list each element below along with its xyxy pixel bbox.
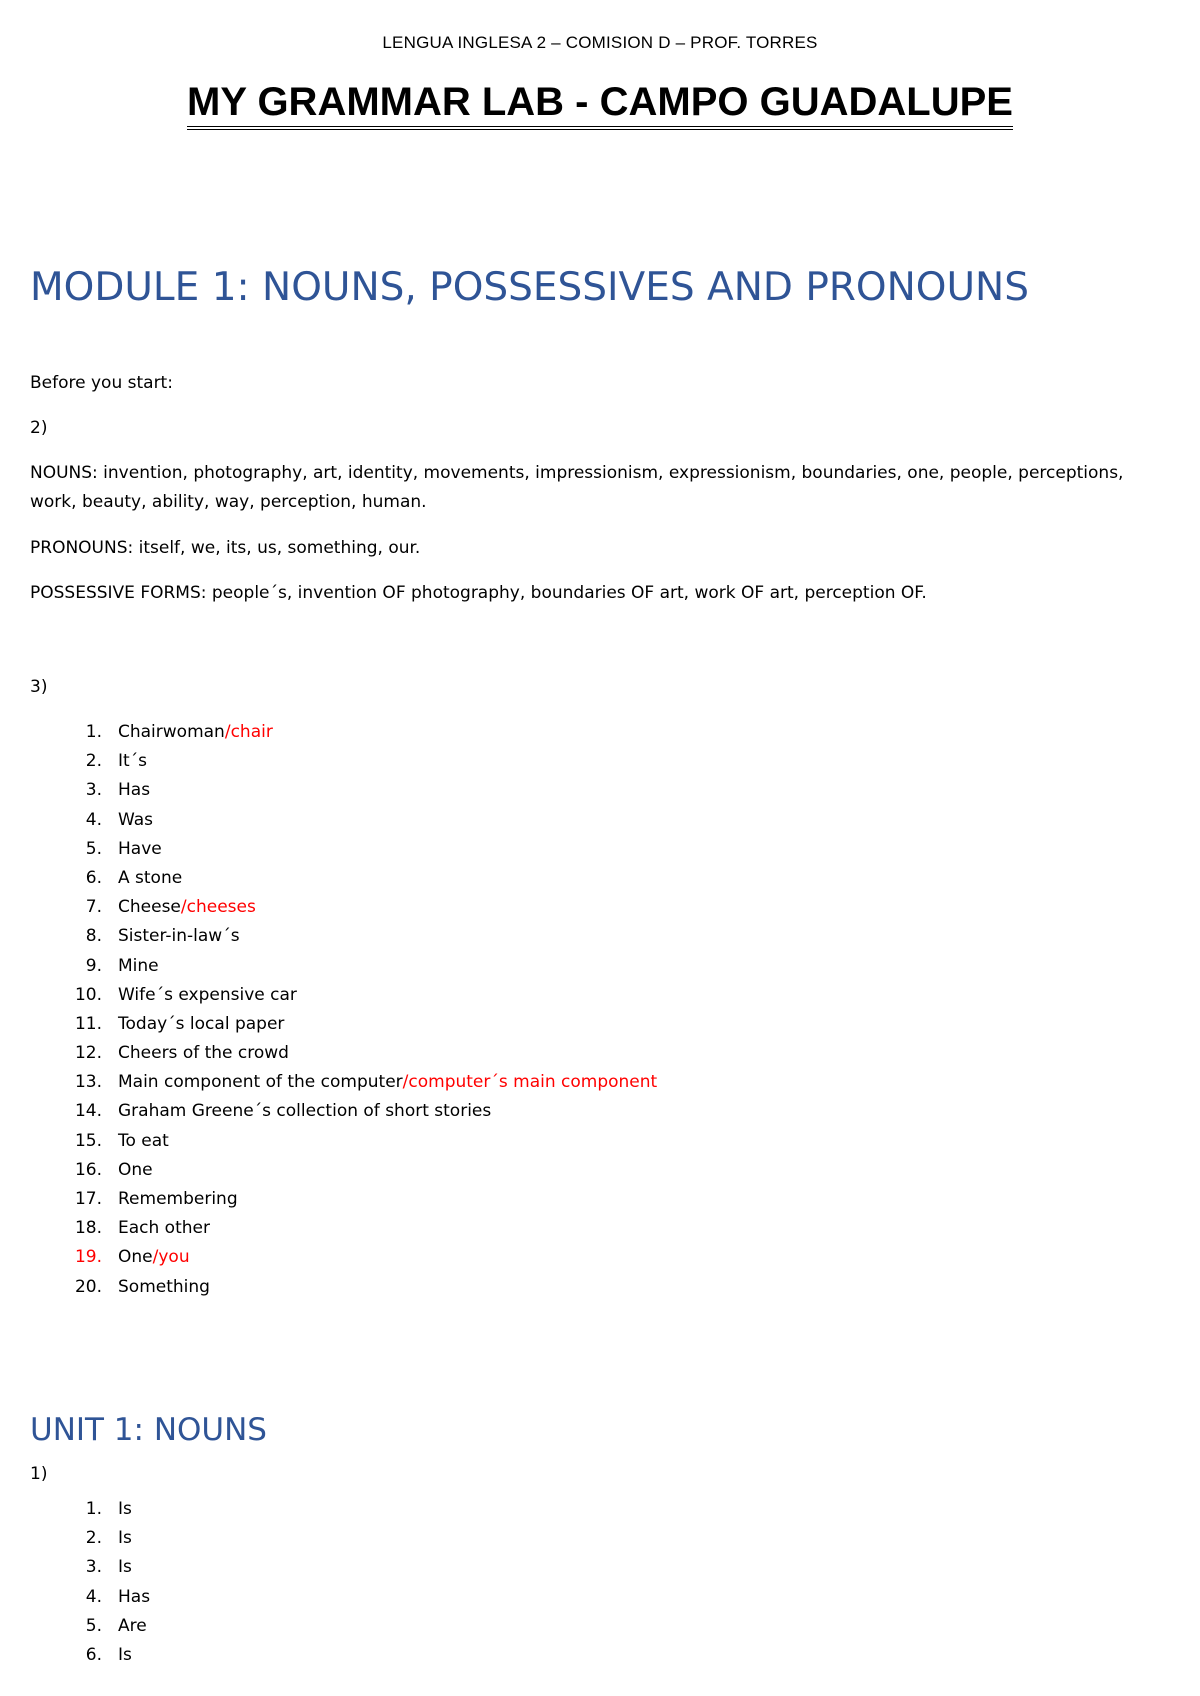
list-item [30, 718, 657, 747]
list-item-text [118, 981, 297, 1010]
list-item [30, 1583, 150, 1612]
list-item-text [118, 1097, 491, 1126]
list-item-text [118, 806, 153, 835]
list-item-number: 20. [74, 1276, 102, 1297]
list-item-text [118, 893, 256, 922]
list-item [30, 864, 657, 893]
list-item-text [118, 1156, 153, 1185]
answer-text: Is [118, 1499, 132, 1519]
list-item [30, 1553, 150, 1582]
list-item-number: 18. [74, 1218, 102, 1239]
list-item [30, 806, 657, 835]
list-item-text [118, 718, 273, 747]
list-item-text [118, 1641, 132, 1670]
list-item-number: 10. [74, 984, 102, 1005]
document-title-text: MY GRAMMAR LAB - CAMPO GUADALUPE [187, 80, 1013, 130]
list-item-number: 13. [74, 1072, 102, 1093]
list-item-text [118, 864, 182, 893]
list-item-number: 3. [85, 780, 102, 801]
nouns-paragraph: NOUNS: invention, photography, art, identity, movements, impressionism, expressionism, boundaries, one, people, perceptions, work, beauty, ability, way, perception, human. [30, 463, 1124, 512]
answer-text: One [118, 1159, 153, 1180]
list-item [30, 1612, 150, 1641]
answer-text: Main component of the computer [118, 1072, 403, 1093]
list-item-text [118, 1127, 169, 1156]
exercise-3-label: 3) [30, 677, 48, 697]
unit-exercise-1-label: 1) [30, 1464, 48, 1484]
answer-text: Sister-in-law´s [118, 926, 240, 947]
list-item-number: 7. [85, 897, 102, 918]
list-item [30, 1127, 657, 1156]
list-item-text [118, 1243, 190, 1272]
list-item-text [118, 1039, 289, 1068]
list-item [30, 981, 657, 1010]
answer-text: It´s [118, 751, 148, 772]
list-item-text [118, 1553, 132, 1582]
answer-text: Each other [118, 1218, 210, 1239]
list-item [30, 1641, 150, 1670]
list-item-number: 6. [85, 1644, 102, 1665]
list-item [30, 835, 657, 864]
list-item [30, 776, 657, 805]
pronouns-paragraph: PRONOUNS: itself, we, its, us, something, our. [30, 538, 421, 558]
answer-text: Cheers of the crowd [118, 1043, 289, 1064]
list-item [30, 1039, 657, 1068]
answer-text: Chairwoman [118, 722, 225, 742]
document-title [0, 80, 1200, 124]
list-item-number: 1. [85, 722, 102, 742]
list-item-number: 16. [74, 1159, 102, 1180]
page-header: LENGUA INGLESA 2 – COMISION D – PROF. TORRES [382, 33, 818, 52]
list-item-number: 9. [85, 955, 102, 976]
list-item [30, 1495, 150, 1524]
list-item-number: 12. [74, 1043, 102, 1064]
possessive-forms-paragraph: POSSESSIVE FORMS: people´s, invention OF photography, boundaries OF art, work OF art, perception OF. [30, 583, 927, 603]
module-heading: MODULE 1: NOUNS, POSSESSIVES AND PRONOUNS [30, 265, 1029, 310]
answer-text: Something [118, 1276, 210, 1297]
exercise-2-label: 2) [30, 418, 48, 438]
list-item [30, 1010, 657, 1039]
list-item-number: 11. [74, 1013, 102, 1034]
list-item-text [118, 922, 240, 951]
list-item-number: 19. [74, 1247, 102, 1268]
list-item-text [118, 1068, 657, 1097]
list-item-text [118, 1010, 284, 1039]
list-item-number: 1. [85, 1499, 102, 1519]
answer-text: Has [118, 780, 151, 801]
answer-text: Mine [118, 955, 159, 976]
list-item [30, 1273, 657, 1302]
answer-text: Wife´s expensive car [118, 984, 297, 1005]
list-item-text [118, 952, 159, 981]
answer-text: Is [118, 1528, 132, 1549]
list-item-text [118, 1583, 150, 1612]
answer-text: Graham Greene´s collection of short stories [118, 1101, 492, 1122]
list-item [30, 1156, 657, 1185]
list-item-number: 5. [85, 838, 102, 859]
list-item-text [118, 835, 162, 864]
list-item-number: 4. [85, 809, 102, 830]
answer-text: Have [118, 838, 162, 859]
answer-text: To eat [118, 1130, 169, 1151]
list-item [30, 1185, 657, 1214]
list-item-number: 5. [85, 1615, 102, 1636]
correction-text: /chair [224, 722, 273, 742]
list-item-number: 8. [85, 926, 102, 947]
list-item-text [118, 1612, 147, 1641]
list-item-text [118, 1495, 132, 1524]
unit-heading: UNIT 1: NOUNS [30, 1412, 267, 1448]
answer-text: Are [118, 1615, 147, 1636]
list-item-number: 14. [74, 1101, 102, 1122]
list-item-number: 17. [74, 1189, 102, 1209]
list-item-number: 3. [85, 1557, 102, 1578]
answer-text: Has [118, 1586, 151, 1607]
list-item-number: 2. [85, 751, 102, 772]
list-item [30, 1214, 657, 1243]
list-item-text [118, 1273, 210, 1302]
list-item-number: 2. [85, 1528, 102, 1549]
unit-exercise-1-list [30, 1495, 150, 1670]
list-item [30, 1524, 150, 1553]
correction-text: /computer´s main component [402, 1072, 658, 1093]
list-item-number: 6. [85, 867, 102, 888]
exercise-3-list [30, 718, 657, 1302]
correction-text: /cheeses [180, 897, 256, 918]
answer-text: Cheese [118, 897, 181, 918]
answer-text: A stone [118, 867, 183, 888]
list-item-text [118, 776, 150, 805]
list-item [30, 1068, 657, 1097]
list-item [30, 1097, 657, 1126]
answer-text: One [118, 1247, 153, 1268]
list-item-text [118, 1524, 132, 1553]
list-item [30, 1243, 657, 1272]
before-you-start: Before you start: [30, 373, 173, 393]
list-item-number: 15. [74, 1130, 102, 1151]
list-item-number: 4. [85, 1586, 102, 1607]
answer-text: Is [118, 1644, 132, 1665]
list-item-text [118, 1185, 238, 1214]
list-item [30, 747, 657, 776]
answer-text: Remembering [118, 1189, 238, 1209]
list-item-text [118, 747, 147, 776]
answer-text: Today´s local paper [118, 1013, 285, 1034]
answer-text: Was [118, 809, 153, 830]
list-item-text [118, 1214, 210, 1243]
answer-text: Is [118, 1557, 132, 1578]
list-item [30, 922, 657, 951]
list-item [30, 893, 657, 922]
correction-text: /you [152, 1247, 190, 1268]
list-item [30, 952, 657, 981]
